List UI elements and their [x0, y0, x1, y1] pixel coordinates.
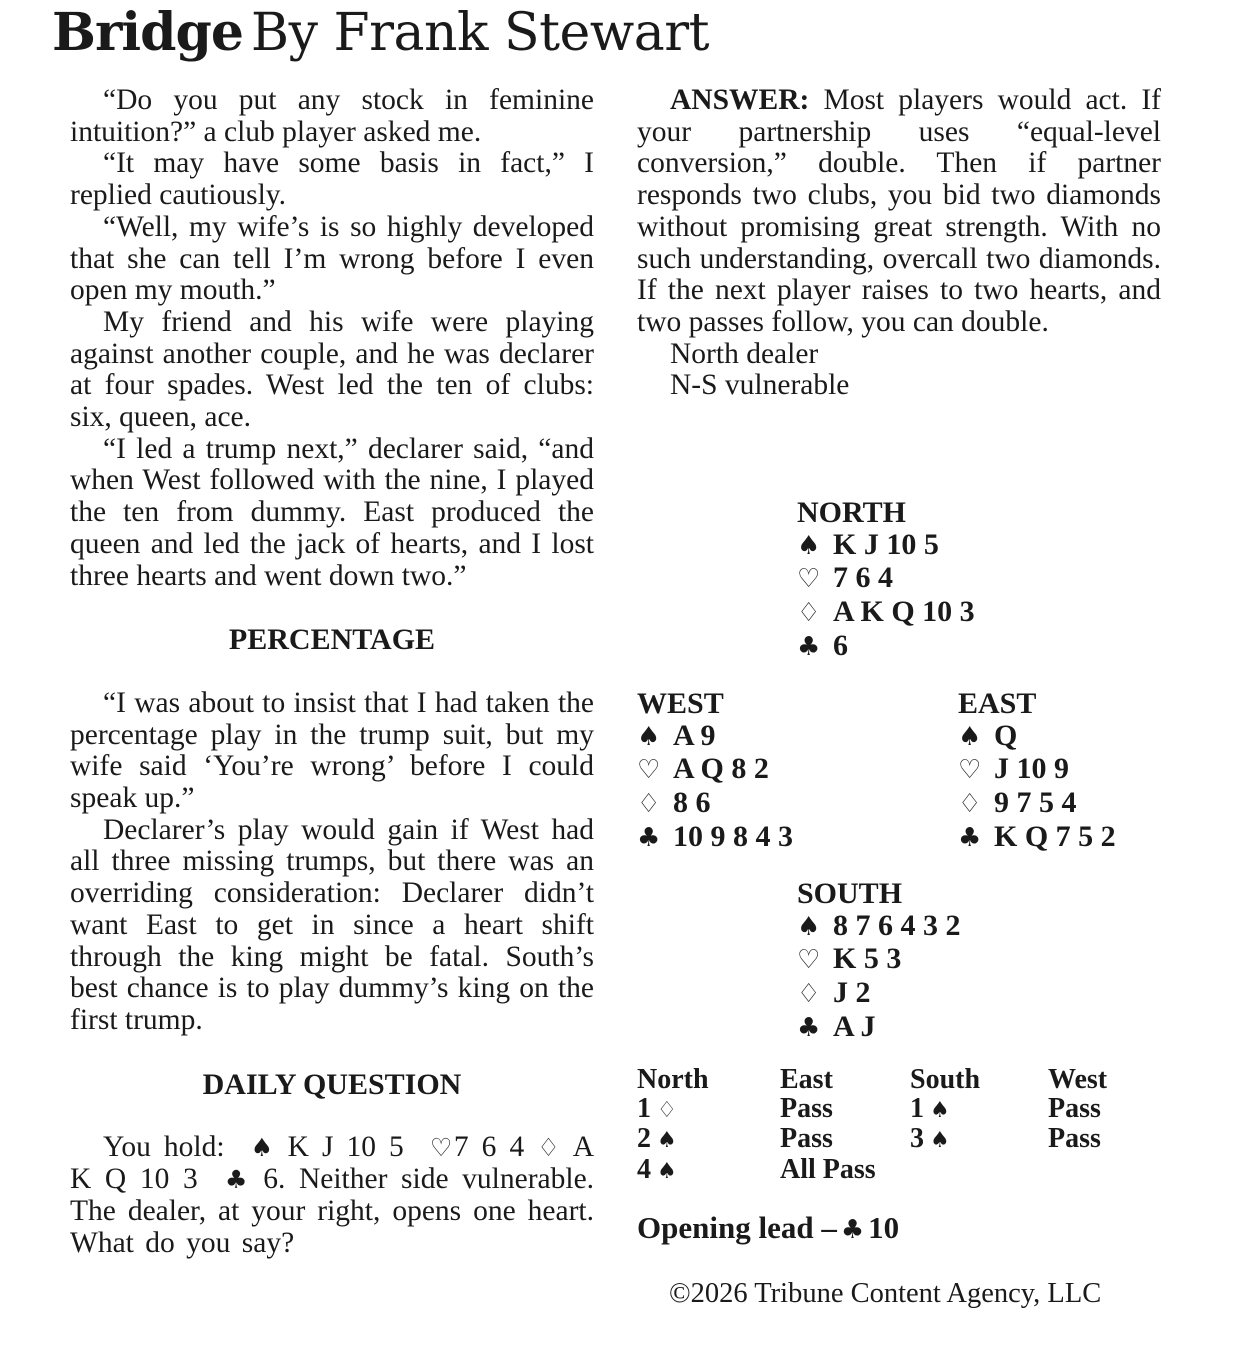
club-icon: ♣: [840, 1215, 865, 1245]
clubs-row: [797, 630, 975, 664]
masthead-byline: By Frank Stewart: [250, 3, 710, 63]
heart-icon: ♡: [797, 945, 821, 976]
heart-icon: ♡: [637, 755, 661, 786]
story-paragraph: “Do you put any stock in feminine intuition?” a club player asked me.: [70, 84, 594, 148]
auction-bid: 1 ♢: [637, 1092, 677, 1124]
hand-south: [797, 878, 961, 1045]
hearts-row: [637, 753, 793, 787]
auction-bid: 3 ♠: [910, 1123, 950, 1154]
diamonds-row: [637, 787, 793, 821]
vulnerability-line: N-S vulnerable: [670, 369, 850, 402]
hand-north: [797, 497, 975, 664]
opening-lead-card: 10: [868, 1210, 900, 1245]
story-paragraph: My friend and his wife were playing against another couple, and he was declarer at four spades. West led the ten of clubs: six, queen, ace.: [70, 305, 594, 434]
auction-table: [637, 1066, 1168, 1186]
subhead-percentage: PERCENTAGE: [228, 623, 436, 657]
heart-icon: ♡: [797, 564, 821, 595]
club-icon: ♣: [797, 1012, 821, 1043]
daily-question-spades: K J 10 5: [287, 1131, 404, 1164]
diamonds-cards: A K Q 10 3: [833, 595, 975, 629]
spades-row: [797, 910, 961, 944]
hand-east: [958, 688, 1116, 855]
hearts-cards: A Q 8 2: [673, 752, 769, 786]
auction-bid: 4 ♠: [637, 1153, 677, 1185]
auction-bid: Pass: [1048, 1123, 1101, 1154]
subhead-daily-question: DAILY QUESTION: [202, 1067, 462, 1101]
hand-west: [637, 688, 793, 855]
story-paragraph: “It may have some basis in fact,” I replied cautiously.: [70, 147, 594, 212]
auction-bid: Pass: [1048, 1092, 1101, 1124]
hand-label: SOUTH: [797, 877, 903, 910]
answer-label: ANSWER:: [670, 84, 810, 116]
auction-bid: Pass: [780, 1092, 833, 1124]
diamond-icon: ♢: [958, 789, 982, 820]
daily-question-text: [70, 1132, 594, 1259]
hearts-row: [958, 753, 1116, 787]
daily-question-hearts: 7 6 4: [453, 1131, 525, 1164]
heart-icon: ♡: [429, 1133, 454, 1163]
spades-cards: Q: [994, 718, 1018, 752]
auction-bid: 2 ♠: [637, 1123, 677, 1154]
club-icon: ♣: [797, 631, 821, 662]
auction-bid: [1048, 1156, 1168, 1187]
spade-icon: ♠: [637, 721, 661, 752]
story-paragraph: “Well, my wife’s is so highly developed that she can tell I’m wrong before I even open my mouth.”: [70, 210, 594, 307]
hearts-cards: K 5 3: [833, 942, 902, 976]
clubs-cards: K Q 7 5 2: [994, 819, 1116, 853]
story-paragraph: “I led a trump next,” declarer said, “and when West followed with the nine, I played the ten from dummy. East produced the queen and led the jack of hearts, and I lost three hearts and went down two.”: [70, 432, 594, 592]
auction-header: West: [1048, 1064, 1108, 1095]
story-paragraph: “I was about to insist that I had taken the percentage play in the trump suit, but my wife said ‘You’re wrong’ before I could speak up.”: [70, 686, 594, 815]
spade-icon: ♠: [657, 1158, 677, 1184]
spade-icon: ♠: [930, 1128, 950, 1153]
spade-icon: ♠: [930, 1097, 950, 1123]
daily-question-lead: You hold:: [103, 1131, 225, 1164]
auction-header: South: [910, 1064, 981, 1095]
diamonds-row: [797, 977, 961, 1011]
clubs-cards: A J: [833, 1009, 876, 1043]
clubs-row: [637, 821, 793, 855]
opening-lead-label: Opening lead –: [637, 1210, 837, 1245]
right-column: [637, 85, 1161, 402]
spade-icon: ♠: [797, 911, 821, 942]
diamond-icon: ♢: [637, 789, 661, 820]
diamonds-cards: 9 7 5 4: [994, 786, 1077, 820]
club-icon: ♣: [637, 822, 661, 853]
club-icon: ♣: [224, 1165, 250, 1195]
answer-paragraph: [637, 85, 1161, 339]
diamond-icon: ♢: [657, 1097, 677, 1123]
masthead-brand: Bridge: [52, 2, 243, 63]
spades-cards: K J 10 5: [833, 527, 939, 561]
auction-bid: Pass: [780, 1123, 833, 1154]
auction-header: East: [780, 1064, 833, 1095]
auction-header: North: [637, 1064, 709, 1095]
diamonds-row: [797, 596, 975, 630]
diamond-icon: ♢: [537, 1133, 562, 1163]
spade-icon: ♠: [958, 721, 982, 752]
diamond-icon: ♢: [797, 598, 821, 629]
daily-question-diamonds: A K Q 10 3: [70, 1131, 594, 1196]
answer-text: Most players would act. If your partnership uses “equal-level conversion,” double. Then if partner responds two clubs, you bid two diamonds without promising great strength. With no such understanding, overcall two diamonds. If the next player raises to two hearts, and two passes follow, you can double.: [637, 84, 1162, 338]
diamonds-cards: 8 6: [673, 786, 711, 820]
left-column: [70, 85, 594, 1259]
spades-cards: 8 7 6 4 3 2: [833, 908, 961, 942]
hearts-cards: J 10 9: [994, 752, 1069, 786]
spade-icon: ♠: [250, 1133, 275, 1163]
clubs-cards: 6: [833, 628, 848, 662]
clubs-row: [958, 821, 1116, 855]
spade-icon: ♠: [657, 1128, 677, 1153]
spade-icon: ♠: [797, 530, 821, 561]
club-icon: ♣: [958, 822, 982, 853]
daily-question-rest: Neither side vulnerable. The dealer, at your right, opens one heart. What do you say?: [70, 1163, 595, 1259]
hearts-row: [797, 562, 975, 596]
story-paragraph: Declarer’s play would gain if West had all three missing trumps, but there was an overriding consideration: Declarer didn’t want East to get in since a heart shift through the king might be fatal. South’s best chance is to play dummy’s king on the first trump.: [70, 813, 594, 1036]
heart-icon: ♡: [958, 755, 982, 786]
hand-label: WEST: [637, 687, 724, 720]
diamond-icon: ♢: [797, 979, 821, 1010]
diamonds-cards: J 2: [833, 976, 871, 1010]
clubs-row: [797, 1011, 961, 1045]
hand-label: EAST: [958, 687, 1037, 720]
auction-bid: 1 ♠: [910, 1092, 950, 1124]
auction-bid: [910, 1156, 1048, 1187]
opening-lead: [637, 1210, 899, 1248]
diamonds-row: [958, 787, 1116, 821]
spades-row: [958, 720, 1116, 754]
spades-row: [637, 720, 793, 754]
hand-label: NORTH: [797, 496, 906, 529]
clubs-cards: 10 9 8 4 3: [673, 819, 793, 853]
dealer-line: North dealer: [670, 337, 819, 370]
daily-question-clubs: 6.: [263, 1163, 286, 1196]
auction-bid: All Pass: [780, 1153, 876, 1185]
spades-row: [797, 529, 975, 563]
hearts-cards: 7 6 4: [833, 561, 893, 595]
spades-cards: A 9: [673, 718, 716, 752]
hearts-row: [797, 943, 961, 977]
masthead: [52, 2, 709, 64]
copyright: ©2026 Tribune Content Agency, LLC: [669, 1278, 1102, 1309]
